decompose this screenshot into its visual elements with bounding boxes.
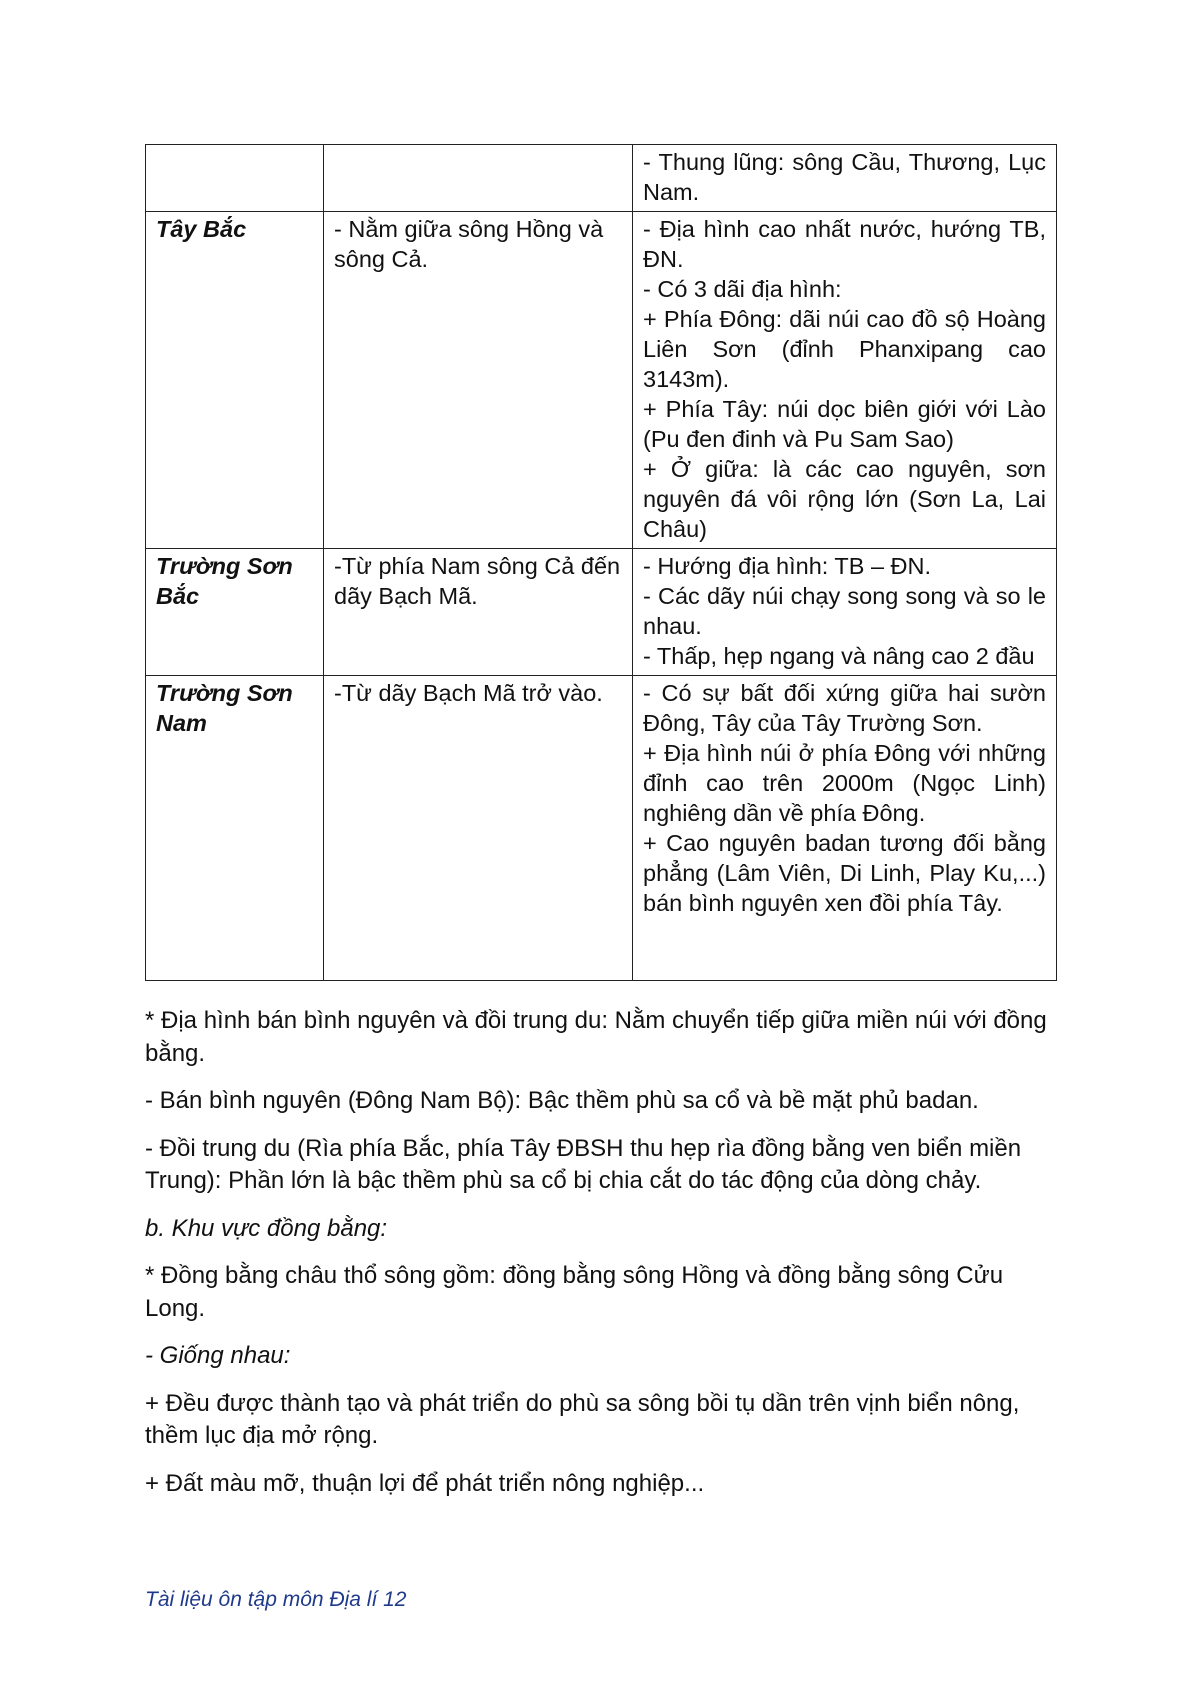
features-cell: [633, 212, 1057, 549]
feature-line: - Có 3 dãi địa hình:: [643, 276, 842, 302]
feature-line: - Có sự bất đối xứng giữa hai sườn Đông, Tây của Tây Trường Sơn.: [643, 680, 1046, 736]
feature-line: - Thung lũng: sông Cầu, Thương, Lục Nam.: [643, 149, 1046, 205]
location-line: -Từ dãy Bạch Mã trở vào.: [334, 680, 603, 706]
paragraph: + Đất màu mỡ, thuận lợi để phát triển nông nghiệp...: [145, 1469, 705, 1497]
paragraph: + Đều được thành tạo và phát triển do phù sa sông bồi tụ dần trên vịnh biển nông, thềm lục địa mở rộng.: [145, 1389, 1020, 1449]
features-cell: [633, 145, 1057, 212]
feature-line: + Cao nguyên badan tương đối bằng phẳng (Lâm Viên, Di Linh, Play Ku,...) bán bình nguyên xen đồi phía Tây.: [643, 830, 1046, 916]
feature-line: + Địa hình núi ở phía Đông với những đỉnh cao trên 2000m (Ngọc Linh) nghiêng dần về phía Đông.: [643, 740, 1046, 826]
table-row: [146, 212, 1057, 549]
paragraph: - Bán bình nguyên (Đông Nam Bộ): Bậc thềm phù sa cổ và bề mặt phủ badan.: [145, 1087, 979, 1114]
location-cell: [324, 549, 633, 676]
feature-line: - Các dãy núi chạy song song và so le nhau.: [643, 583, 1046, 639]
feature-line: - Thấp, hẹp ngang và nâng cao 2 đầu: [643, 643, 1035, 669]
paragraph: * Đồng bằng châu thổ sông gồm: đồng bằng sông Hồng và đồng bằng sông Cửu Long.: [145, 1262, 1004, 1322]
feature-line: + Phía Tây: núi dọc biên giới với Lào (Pu đen đinh và Pu Sam Sao): [643, 396, 1046, 452]
region-cell: Trường Sơn Bắc: [146, 549, 324, 676]
feature-line: - Địa hình cao nhất nước, hướng TB, ĐN.: [643, 216, 1046, 272]
page-footer: Tài liệu ôn tập môn Địa lí 12: [145, 1588, 407, 1611]
region-cell: Tây Bắc: [146, 212, 324, 549]
feature-line: + Ở giữa: là các cao nguyên, sơn nguyên đá vôi rộng lớn (Sơn La, Lai Châu): [643, 456, 1046, 542]
paragraph: * Địa hình bán bình nguyên và đồi trung du: Nằm chuyển tiếp giữa miền núi với đồng bằng.: [145, 1007, 1047, 1067]
location-cell: [324, 212, 633, 549]
terrain-table: [145, 144, 1057, 981]
feature-line: + Phía Đông: dãi núi cao đồ sộ Hoàng Liên Sơn (đỉnh Phanxipang cao 3143m).: [643, 306, 1046, 392]
region-cell: Trường Sơn Nam: [146, 676, 324, 981]
location-line: - Nằm giữa sông Hồng và sông Cả.: [334, 216, 604, 272]
paragraph: - Đồi trung du (Rìa phía Bắc, phía Tây ĐBSH thu hẹp rìa đồng bằng ven biển miền Trung): Phần lớn là bậc thềm phù sa cổ bị chia cắt do tác động của dòng chảy.: [145, 1134, 1022, 1194]
subheading: - Giống nhau:: [145, 1342, 291, 1369]
features-cell: [633, 549, 1057, 676]
table-row: [146, 676, 1057, 981]
section-heading: b. Khu vực đồng bằng:: [145, 1214, 388, 1242]
location-line: -Từ phía Nam sông Cả đến dãy Bạch Mã.: [334, 553, 621, 609]
body-text: [145, 1005, 1050, 1515]
location-cell: [324, 145, 633, 212]
region-cell: [146, 145, 324, 212]
location-cell: [324, 676, 633, 981]
table-row: [146, 549, 1057, 676]
features-cell: [633, 676, 1057, 981]
feature-line: - Hướng địa hình: TB – ĐN.: [643, 553, 932, 579]
table-row: [146, 145, 1057, 212]
